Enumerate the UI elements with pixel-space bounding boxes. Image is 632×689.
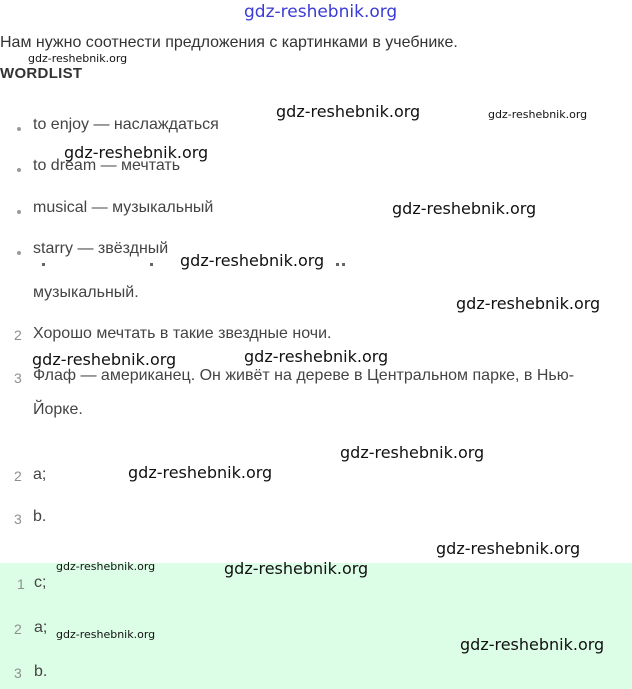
watermark: gdz-reshebnik.org: [128, 463, 273, 482]
answer-text: c;: [34, 574, 47, 591]
answer-text: a;: [33, 466, 47, 483]
watermark: gdz-reshebnik.org: [340, 443, 485, 462]
answer-highlight-block: [0, 563, 632, 689]
watermark: gdz-reshebnik.org: [392, 199, 537, 218]
translation-text-continuation: Йорке.: [33, 401, 83, 418]
wordlist-item: to dream — мечтать: [33, 157, 181, 174]
top-watermark: gdz-reshebnik.org: [244, 2, 398, 22]
bullet-icon: [17, 210, 21, 214]
watermark: gdz-reshebnik.org: [224, 559, 369, 578]
answer-number: 3: [14, 511, 22, 527]
intro-text: Нам нужно соотнести предложения с картинками в учебнике.: [0, 34, 458, 51]
bullet-icon: [17, 127, 21, 131]
watermark: gdz-reshebnik.org: [276, 102, 421, 121]
watermark: gdz-reshebnik.org: [56, 628, 156, 641]
wordlist-title: WORDLIST: [0, 65, 83, 82]
bullet-icon: [17, 168, 21, 172]
watermark: gdz-reshebnik.org: [460, 635, 605, 654]
answer-text: a;: [34, 619, 48, 636]
watermark: gdz-reshebnik.org: [180, 251, 325, 270]
answer-number: 3: [14, 665, 22, 681]
watermark: gdz-reshebnik.org: [28, 52, 128, 65]
answer-text: b.: [34, 663, 48, 680]
wordlist-item: to enjoy — наслаждаться: [33, 116, 219, 133]
answer-number: 2: [14, 621, 22, 637]
watermark: gdz-reshebnik.org: [456, 294, 601, 313]
translation-continuation: музыкальный.: [33, 284, 139, 301]
bullet-icon: [17, 251, 21, 255]
translation-number: 3: [14, 370, 22, 386]
translation-number: 2: [14, 327, 22, 343]
wordlist-item: musical — музыкальный: [33, 199, 214, 216]
watermark: gdz-reshebnik.org: [436, 539, 581, 558]
answer-text: b.: [33, 508, 47, 525]
watermark: gdz-reshebnik.org: [244, 347, 389, 366]
answer-number: 1: [17, 576, 25, 592]
answer-number: 2: [14, 468, 22, 484]
watermark: gdz-reshebnik.org: [32, 350, 177, 369]
watermark: gdz-reshebnik.org: [64, 143, 209, 162]
watermark: gdz-reshebnik.org: [488, 108, 588, 121]
wordlist-item: starry — звёздный: [33, 240, 169, 257]
translation-text: Хорошо мечтать в такие звездные ночи.: [33, 325, 332, 342]
watermark: gdz-reshebnik.org: [56, 560, 156, 573]
translation-text: Флаф — американец. Он живёт на дереве в Центральном парке, в Нью-: [33, 367, 575, 384]
